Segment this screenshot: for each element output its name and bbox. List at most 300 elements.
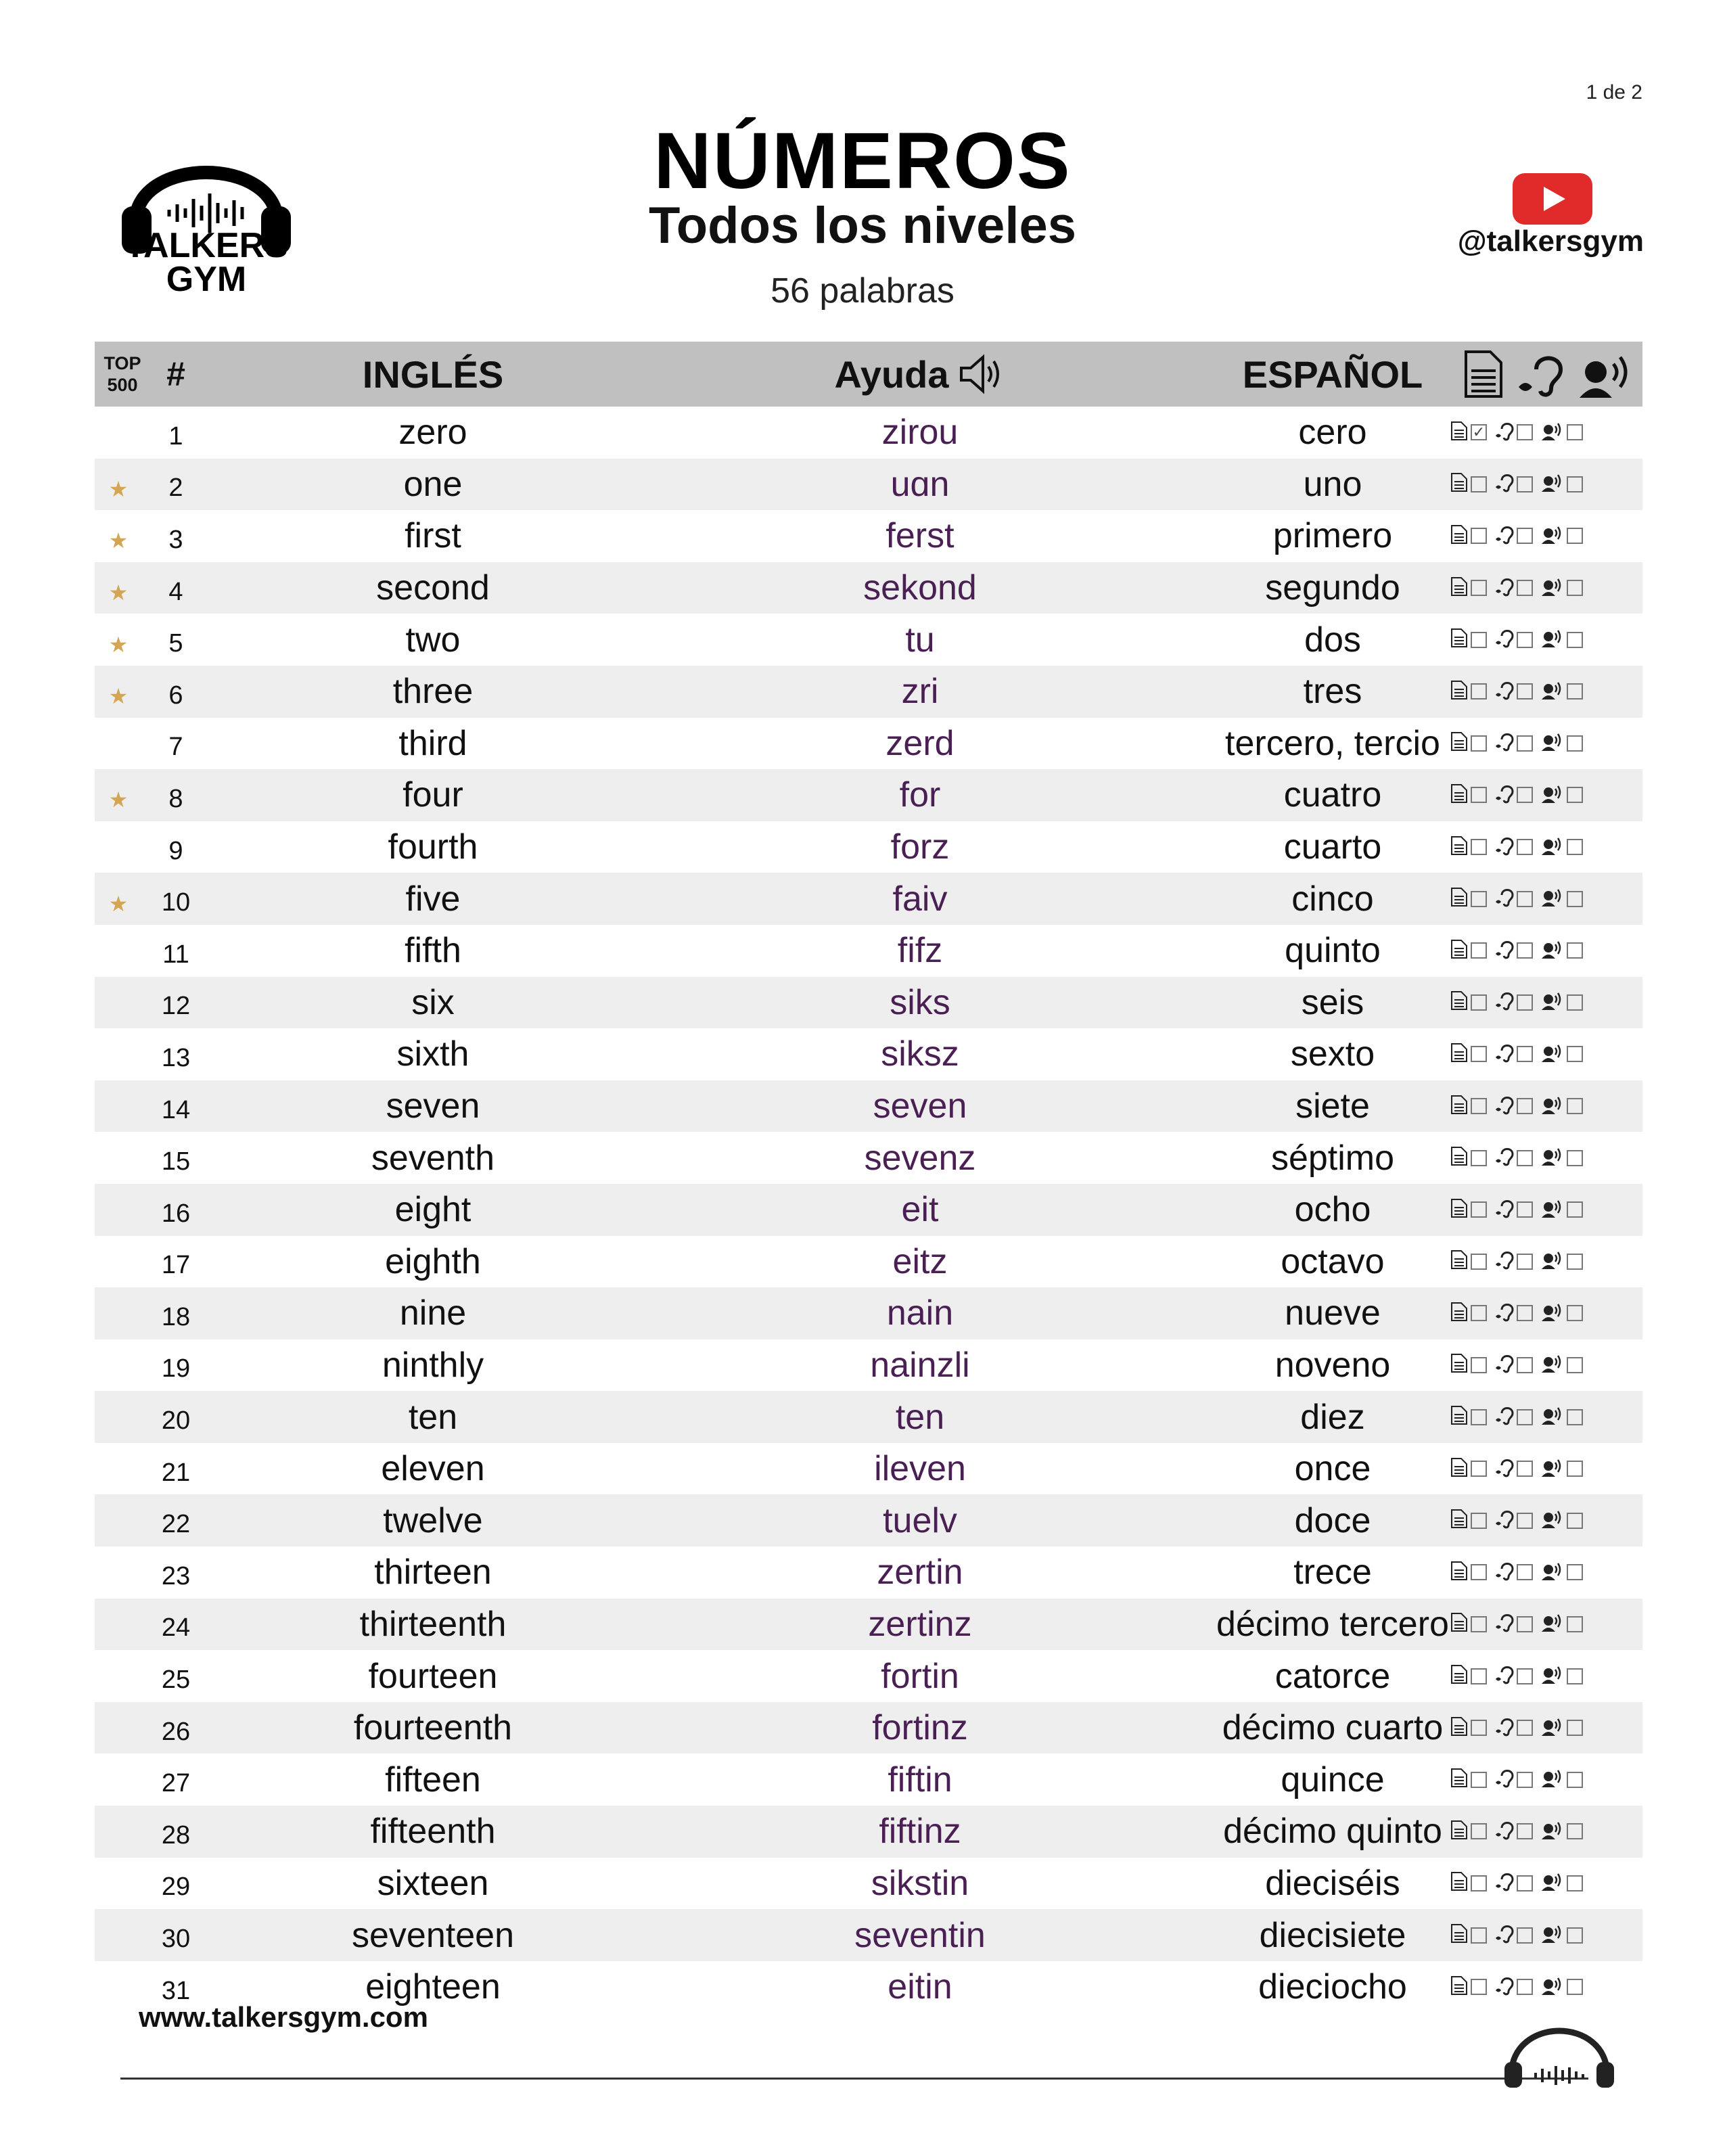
progress-checkboxes [1450, 718, 1644, 770]
spanish-word: décimo cuarto [1222, 1708, 1444, 1748]
speak-checkbox[interactable] [1567, 1513, 1583, 1529]
row-number: 11 [162, 940, 189, 969]
speak-icon [1541, 1405, 1564, 1429]
listen-checkbox[interactable] [1517, 994, 1533, 1011]
read-checkbox[interactable] [1471, 1979, 1487, 1995]
speak-checkbox[interactable] [1567, 787, 1583, 803]
read-checkbox[interactable] [1471, 632, 1487, 648]
listen-checkbox[interactable] [1517, 1513, 1533, 1529]
progress-checkboxes [1450, 459, 1644, 511]
row-number: 7 [168, 733, 183, 762]
listen-checkbox[interactable] [1517, 1357, 1533, 1373]
speak-checkbox[interactable] [1567, 1046, 1583, 1062]
read-checkbox[interactable] [1471, 683, 1487, 699]
document-icon [1450, 1249, 1468, 1273]
document-icon [1450, 628, 1468, 651]
table-row [95, 407, 1642, 459]
pronunciation-help: tu [905, 620, 935, 660]
row-number: 10 [161, 888, 191, 917]
spanish-word: diez [1300, 1397, 1365, 1437]
document-icon [1450, 990, 1468, 1014]
speak-checkbox[interactable] [1567, 1875, 1583, 1891]
listen-checkbox[interactable] [1517, 891, 1533, 907]
speak-icon [1578, 349, 1636, 399]
progress-checkboxes [1450, 1753, 1644, 1806]
speak-icon [1541, 421, 1564, 444]
spanish-word: once [1294, 1449, 1371, 1489]
listen-icon [1495, 524, 1514, 548]
listen-checkbox[interactable] [1517, 1875, 1533, 1891]
table-row [95, 1546, 1642, 1599]
top500-header [99, 342, 146, 407]
read-checkbox[interactable] [1471, 1305, 1487, 1321]
listen-checkbox[interactable] [1517, 839, 1533, 855]
row-number: 8 [168, 784, 183, 813]
listen-icon [1495, 1146, 1514, 1170]
document-icon [1450, 1561, 1468, 1584]
row-number: 2 [168, 474, 183, 503]
speak-checkbox[interactable] [1567, 1720, 1583, 1736]
pronunciation-help: ileven [874, 1449, 966, 1489]
listen-checkbox[interactable] [1517, 528, 1533, 544]
page-number: 1 de 2 [1586, 81, 1642, 104]
speak-checkbox[interactable] [1567, 1305, 1583, 1321]
top500-star-icon [101, 1599, 135, 1651]
top500-star-icon: ★ [108, 580, 129, 605]
progress-checkboxes [1450, 1858, 1644, 1910]
progress-checkboxes [1450, 925, 1644, 977]
document-icon [1450, 1975, 1468, 1999]
english-word: eighteen [365, 1967, 501, 2007]
document-icon [1450, 1716, 1468, 1740]
top500-star-icon [101, 1961, 135, 2013]
spanish-word: cuatro [1283, 775, 1382, 815]
english-word: fourth [388, 827, 478, 867]
listen-checkbox[interactable] [1517, 424, 1533, 440]
top500-star-icon [101, 1391, 135, 1443]
english-word: two [405, 620, 461, 660]
pronunciation-help: for [899, 775, 941, 815]
top500-star-icon [101, 1702, 135, 1754]
speak-checkbox[interactable] [1567, 1254, 1583, 1270]
pronunciation-help: fiftinz [879, 1812, 961, 1852]
listen-checkbox[interactable] [1517, 1616, 1533, 1632]
listen-checkbox[interactable] [1517, 1461, 1533, 1477]
read-checkbox[interactable] [1471, 1927, 1487, 1944]
table-row [95, 1339, 1642, 1392]
read-checkbox[interactable] [1471, 1668, 1487, 1684]
listen-icon [1495, 1820, 1514, 1843]
read-checkbox[interactable] [1471, 1046, 1487, 1062]
spanish-word: cinco [1291, 879, 1374, 919]
document-icon [1450, 1457, 1468, 1481]
listen-checkbox[interactable] [1517, 1927, 1533, 1944]
speak-checkbox[interactable] [1567, 1201, 1583, 1218]
document-icon [1450, 1353, 1468, 1377]
pronunciation-help: sikstin [871, 1863, 969, 1903]
table-row [95, 1236, 1642, 1288]
document-icon [1450, 576, 1468, 600]
listen-checkbox[interactable] [1517, 1720, 1533, 1736]
pronunciation-help: ferst [886, 516, 954, 556]
read-checkbox[interactable] [1471, 476, 1487, 492]
spanish-word: ocho [1294, 1190, 1371, 1230]
read-checkbox[interactable] [1471, 994, 1487, 1011]
speak-checkbox[interactable] [1567, 632, 1583, 648]
read-checkbox[interactable] [1471, 1150, 1487, 1166]
listen-checkbox[interactable] [1517, 1823, 1533, 1839]
table-row [95, 1650, 1642, 1702]
table-row [95, 1702, 1642, 1754]
youtube-icon[interactable] [1513, 173, 1592, 225]
speak-checkbox[interactable] [1567, 528, 1583, 544]
progress-checkboxes [1450, 1650, 1644, 1702]
speak-checkbox[interactable] [1567, 1772, 1583, 1788]
top500-label: 500 [107, 375, 138, 395]
listen-checkbox[interactable] [1517, 683, 1533, 699]
row-number: 14 [161, 1095, 191, 1124]
progress-checkboxes [1450, 1028, 1644, 1080]
table-row [95, 1028, 1642, 1080]
english-word: five [405, 879, 461, 919]
pronunciation-help: eit [901, 1190, 939, 1230]
read-checkbox[interactable] [1471, 1409, 1487, 1425]
pronunciation-help: nain [886, 1293, 954, 1333]
speak-icon [1541, 1353, 1564, 1377]
listen-checkbox[interactable] [1517, 1979, 1533, 1995]
website-link[interactable]: www.talkersgym.com [139, 2001, 428, 2033]
top500-star-icon: ★ [108, 632, 129, 657]
listen-icon [1495, 939, 1514, 963]
top500-star-icon [101, 1339, 135, 1392]
listen-checkbox[interactable] [1517, 1150, 1533, 1166]
listen-icon [1495, 1095, 1514, 1118]
listen-checkbox[interactable] [1517, 735, 1533, 752]
pronunciation-help: faiv [892, 879, 948, 919]
listen-checkbox[interactable] [1517, 787, 1533, 803]
read-checkbox[interactable] [1471, 787, 1487, 803]
table-row [95, 1184, 1642, 1236]
pronunciation-help: seven [873, 1086, 967, 1126]
row-number: 29 [161, 1873, 191, 1902]
table-row [95, 1080, 1642, 1132]
progress-checkboxes [1450, 1080, 1644, 1132]
read-checkbox[interactable] [1471, 528, 1487, 544]
read-checkbox[interactable] [1471, 1513, 1487, 1529]
pronunciation-help: fiftin [888, 1760, 952, 1799]
document-icon [1450, 1612, 1468, 1636]
spanish-word: primero [1272, 516, 1393, 556]
row-number: 27 [161, 1769, 191, 1798]
speak-checkbox[interactable] [1567, 1564, 1583, 1580]
document-icon [1462, 349, 1505, 399]
row-number: 23 [161, 1561, 191, 1590]
read-checkbox[interactable] [1471, 1823, 1487, 1839]
row-number: 13 [161, 1043, 191, 1072]
row-number: 25 [161, 1666, 191, 1695]
read-checkbox[interactable] [1471, 942, 1487, 959]
listen-icon [1495, 1923, 1514, 1947]
speak-checkbox[interactable] [1567, 580, 1583, 596]
speak-icon [1541, 1249, 1564, 1273]
progress-checkboxes [1450, 407, 1644, 459]
row-number: 17 [161, 1251, 191, 1280]
top500-star-icon: ★ [108, 787, 129, 812]
speak-checkbox[interactable] [1567, 476, 1583, 492]
headphones-small-logo-icon [1502, 2023, 1617, 2090]
document-icon [1450, 472, 1468, 496]
table-row [95, 769, 1642, 821]
listen-checkbox[interactable] [1517, 1409, 1533, 1425]
spanish-word: quinto [1285, 931, 1381, 971]
english-word: seventeen [352, 1915, 514, 1955]
table-row [95, 821, 1642, 873]
read-checkbox[interactable] [1471, 1875, 1487, 1891]
footer-divider [120, 2078, 1588, 2080]
pronunciation-help: zirou [881, 413, 959, 453]
table-row [95, 1391, 1642, 1443]
pronunciation-help: fortin [881, 1656, 959, 1696]
english-word: fourteenth [353, 1708, 513, 1748]
listen-checkbox[interactable] [1517, 1254, 1533, 1270]
row-number: 4 [168, 577, 183, 606]
speak-checkbox[interactable] [1567, 1098, 1583, 1114]
read-checkbox[interactable] [1471, 1201, 1487, 1218]
listen-icon [1495, 835, 1514, 859]
speak-icon [1541, 1923, 1564, 1947]
speak-icon [1541, 1198, 1564, 1222]
listen-checkbox[interactable] [1517, 942, 1533, 959]
progress-checkboxes [1450, 1132, 1644, 1184]
read-checkbox[interactable] [1471, 580, 1487, 596]
row-number: 15 [161, 1147, 191, 1176]
spanish-word: trece [1293, 1553, 1372, 1592]
speak-checkbox[interactable] [1567, 891, 1583, 907]
read-checkbox[interactable] [1471, 839, 1487, 855]
top500-star-icon [101, 925, 135, 977]
progress-checkboxes [1450, 821, 1644, 873]
speak-icon [1541, 1768, 1564, 1791]
spanish-word: séptimo [1270, 1138, 1395, 1178]
spanish-header: ESPAÑOL [1242, 352, 1423, 396]
top500-star-icon [101, 407, 135, 459]
top500-star-icon [101, 1184, 135, 1236]
speak-checkbox[interactable] [1567, 1150, 1583, 1166]
spanish-word: dieciséis [1265, 1863, 1400, 1903]
listen-icon [1495, 1768, 1514, 1791]
listen-checkbox[interactable] [1517, 1668, 1533, 1684]
listen-checkbox[interactable] [1517, 580, 1533, 596]
document-icon [1450, 1664, 1468, 1688]
row-number: 20 [161, 1406, 191, 1436]
english-word: fifteenth [370, 1812, 496, 1852]
logo-line2: GYM [166, 260, 247, 299]
table-body [95, 407, 1642, 2013]
pronunciation-help: siks [890, 982, 950, 1022]
speak-checkbox[interactable] [1567, 1357, 1583, 1373]
listen-icon [1495, 1975, 1514, 1999]
row-number: 26 [161, 1717, 191, 1746]
speak-checkbox[interactable] [1567, 1823, 1583, 1839]
speak-checkbox[interactable] [1567, 1409, 1583, 1425]
speak-checkbox[interactable] [1567, 1979, 1583, 1995]
read-checkbox[interactable]: ✓ [1471, 424, 1487, 440]
progress-checkboxes [1450, 1443, 1644, 1495]
pronunciation-help: eitz [892, 1241, 948, 1281]
spanish-word: uno [1303, 464, 1362, 504]
row-number: 30 [161, 1925, 191, 1954]
speak-checkbox[interactable] [1567, 942, 1583, 959]
table-row [95, 1806, 1642, 1858]
read-checkbox[interactable] [1471, 1564, 1487, 1580]
document-icon [1450, 887, 1468, 911]
spanish-word: doce [1294, 1500, 1371, 1540]
spanish-word: décimo quinto [1223, 1812, 1442, 1852]
listen-icon [1495, 1612, 1514, 1636]
row-number: 28 [161, 1820, 191, 1850]
listen-icon [1495, 1509, 1514, 1532]
speak-checkbox[interactable] [1567, 1461, 1583, 1477]
progress-checkboxes [1450, 666, 1644, 718]
speak-checkbox[interactable] [1567, 994, 1583, 1011]
pronunciation-help: eitin [888, 1967, 952, 2007]
english-word: nine [399, 1293, 467, 1333]
listen-checkbox[interactable] [1517, 1098, 1533, 1114]
youtube-handle[interactable]: @talkersgym [1457, 225, 1644, 258]
top500-star-icon [101, 718, 135, 770]
document-icon [1450, 680, 1468, 704]
top500-star-icon [101, 1028, 135, 1080]
speak-icon [1541, 1302, 1564, 1325]
read-checkbox[interactable] [1471, 1098, 1487, 1114]
speak-icon [1541, 835, 1564, 859]
speak-icon [1541, 1664, 1564, 1688]
read-checkbox[interactable] [1471, 1357, 1487, 1373]
english-word: thirteenth [359, 1604, 507, 1644]
english-word: ninthly [382, 1345, 484, 1385]
top500-star-icon [101, 1494, 135, 1546]
pronunciation-help: zri [901, 672, 939, 712]
english-word: fourteen [368, 1656, 498, 1696]
listen-icon [1495, 628, 1514, 651]
listen-checkbox[interactable] [1517, 1201, 1533, 1218]
listen-checkbox[interactable] [1517, 476, 1533, 492]
pronunciation-help: uɑn [890, 464, 950, 504]
row-number: 31 [161, 1976, 191, 2005]
read-checkbox[interactable] [1471, 735, 1487, 752]
spanish-word: seis [1301, 982, 1364, 1022]
document-icon [1450, 731, 1468, 755]
read-checkbox[interactable] [1471, 891, 1487, 907]
pronunciation-help: zertin [877, 1553, 963, 1592]
top500-star-icon [101, 1909, 135, 1961]
pronunciation-help: zertinz [868, 1604, 972, 1644]
word-count: 56 palabras [770, 271, 954, 311]
english-word: eleven [381, 1449, 485, 1489]
listen-checkbox[interactable] [1517, 1772, 1533, 1788]
vocabulary-table [95, 342, 1642, 2013]
document-icon [1450, 783, 1468, 807]
row-number: 21 [161, 1458, 191, 1487]
listen-checkbox[interactable] [1517, 632, 1533, 648]
spanish-word: nueve [1285, 1293, 1381, 1333]
speak-checkbox[interactable] [1567, 1616, 1583, 1632]
progress-checkboxes [1450, 1702, 1644, 1754]
spanish-word: sexto [1290, 1034, 1375, 1074]
speak-icon [1541, 939, 1564, 963]
table-row [95, 873, 1642, 925]
pronunciation-help: siksz [881, 1034, 959, 1074]
spanish-word: tres [1303, 672, 1362, 712]
pronunciation-help: nainzli [870, 1345, 970, 1385]
speak-checkbox[interactable] [1567, 424, 1583, 440]
speak-checkbox[interactable] [1567, 735, 1583, 752]
table-row [95, 718, 1642, 770]
progress-icons-header [1454, 342, 1644, 407]
english-word: sixth [396, 1034, 469, 1074]
table-row [95, 1132, 1642, 1184]
document-icon [1450, 1923, 1468, 1947]
listen-checkbox[interactable] [1517, 1564, 1533, 1580]
speak-checkbox[interactable] [1567, 683, 1583, 699]
top500-star-icon [101, 1858, 135, 1910]
speak-icon [1541, 731, 1564, 755]
top500-star-icon: ★ [108, 891, 129, 916]
top500-star-icon [101, 977, 135, 1029]
document-icon [1450, 1768, 1468, 1791]
listen-checkbox[interactable] [1517, 1046, 1533, 1062]
speak-icon [1541, 1871, 1564, 1895]
document-icon [1450, 835, 1468, 859]
row-number: 22 [161, 1510, 191, 1539]
spanish-word: cuarto [1283, 827, 1382, 867]
spanish-word: tercero, tercio [1225, 723, 1440, 763]
speak-icon [1541, 628, 1564, 651]
row-number: 19 [161, 1354, 191, 1383]
progress-checkboxes [1450, 1961, 1644, 2013]
english-word: seventh [371, 1138, 495, 1178]
read-checkbox[interactable] [1471, 1254, 1487, 1270]
top500-star-icon [101, 1753, 135, 1806]
table-row [95, 459, 1642, 511]
progress-checkboxes [1450, 1236, 1644, 1288]
progress-checkboxes [1450, 1909, 1644, 1961]
speak-icon [1541, 1820, 1564, 1843]
speak-icon [1541, 1146, 1564, 1170]
listen-checkbox[interactable] [1517, 1305, 1533, 1321]
pronunciation-help: forz [890, 827, 950, 867]
table-row [95, 1753, 1642, 1806]
speak-checkbox[interactable] [1567, 839, 1583, 855]
english-word: eight [394, 1190, 472, 1230]
read-checkbox[interactable] [1471, 1720, 1487, 1736]
progress-checkboxes [1450, 1184, 1644, 1236]
progress-checkboxes [1450, 1391, 1644, 1443]
logo-line1: TALKERS [124, 226, 288, 265]
read-checkbox[interactable] [1471, 1772, 1487, 1788]
top500-star-icon: ★ [108, 528, 129, 553]
speak-checkbox[interactable] [1567, 1668, 1583, 1684]
spanish-word: diecisiete [1259, 1915, 1406, 1955]
speak-checkbox[interactable] [1567, 1927, 1583, 1944]
document-icon [1450, 1302, 1468, 1325]
pronunciation-help: zerd [886, 723, 954, 763]
read-checkbox[interactable] [1471, 1616, 1487, 1632]
listen-icon [1495, 1664, 1514, 1688]
listen-icon [1495, 1716, 1514, 1740]
english-word: one [403, 464, 463, 504]
read-checkbox[interactable] [1471, 1461, 1487, 1477]
